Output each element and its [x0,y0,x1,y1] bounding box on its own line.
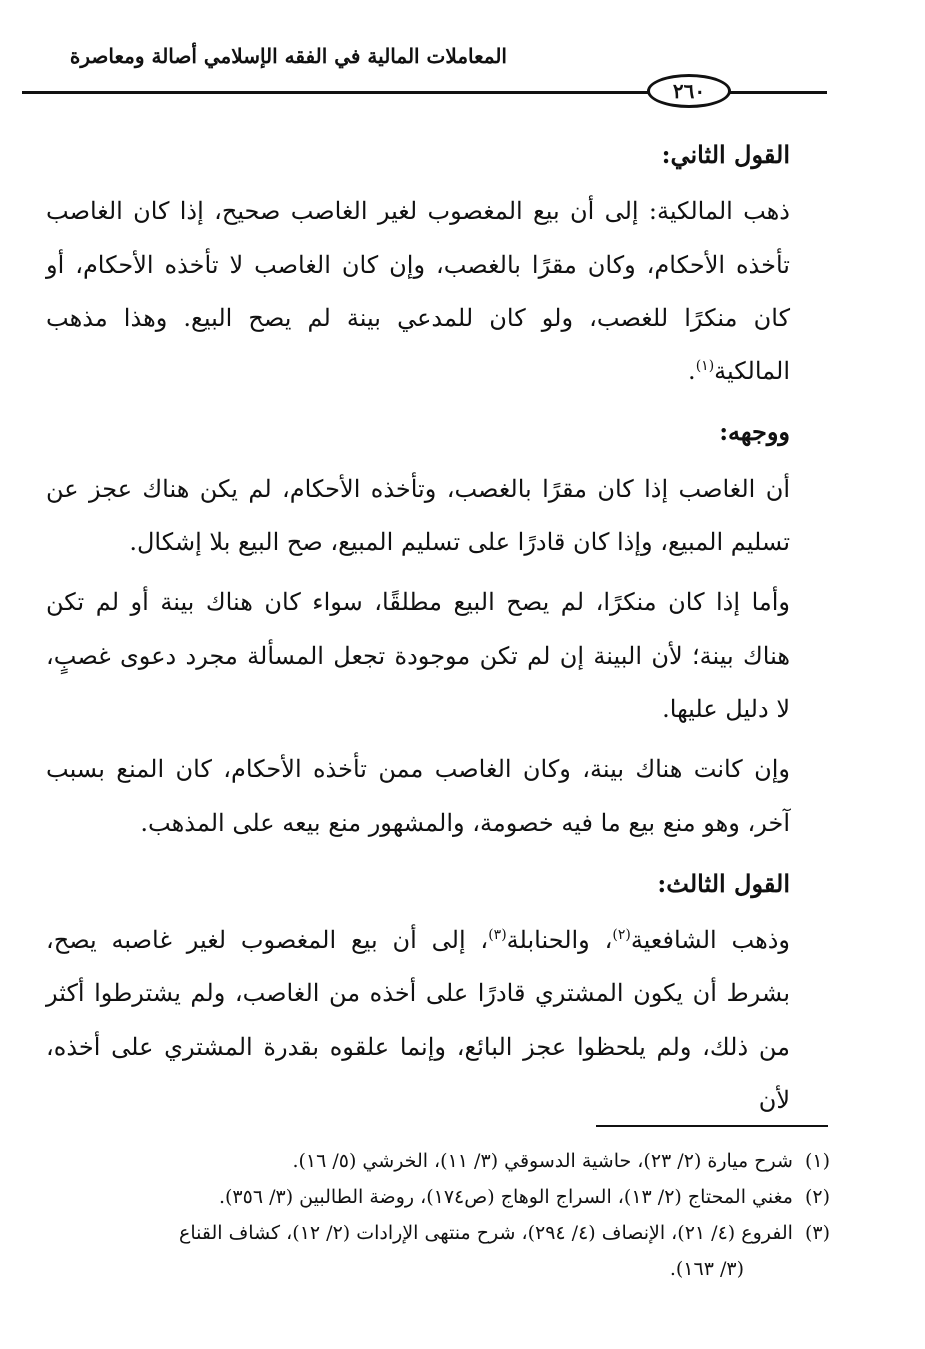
section-heading-second-opinion: القول الثاني: [661,140,790,169]
footnote-ref-1[interactable]: (١) [695,358,715,375]
footnotes [150,1143,830,1287]
paragraph-text-b: ، والحنابلة [506,926,613,955]
paragraph-maliki [46,185,790,398]
running-header-title: المعاملات المالية في الفقه الإسلامي أصالة ومعاصرة [69,44,507,68]
paragraph-text: ذهب المالكية: إلى أن بيع المغصوب لغير الغاصب صحيح، إذا كان الغاصب تأخذه الأحكام، وكان مقرًا بالغصب، وإن كان الغاصب لا تأخذه الأحكام، أو كان منكرًا للغصب، ولو كان للمدعي بينة لم يصح البيع. وهذا مذهب المالكية [46,197,791,386]
footnote-separator [596,1125,828,1127]
footnote-3 [150,1215,830,1287]
footnote-number: (٣) [804,1222,830,1244]
footnote-number: (٢) [804,1186,830,1208]
footnote-continuation: (٣/ ١٦٣). [669,1258,744,1280]
footnote-text: مغني المحتاج (٢/ ١٣)، السراج الوهاج (ص١٧٤)، روضة الطالبين (٣/ ٣٥٦). [218,1186,793,1208]
paragraph-text-a: وذهب الشافعية [630,926,790,955]
paragraph-text-c: ، إلى أن بيع المغصوب لغير غاصبه يصح، بشرط أن يكون المشتري قادرًا على أخذه من الغاصب، ولم يشترطوا أكثر من ذلك، ولم يلحظوا عجز البائع، وإنما علقوه بقدرة المشتري على أخذه، لأن [46,926,790,1115]
footnote-2 [150,1179,830,1215]
footnote-text: شرح ميارة (٢/ ٢٣)، حاشية الدسوقي (٣/ ١١)، الخرشي (٥/ ١٦). [292,1150,793,1172]
footnote-ref-2[interactable]: (٢) [612,927,631,944]
section-heading-third-opinion: القول الثالث: [657,868,790,898]
footnote-1 [150,1143,830,1179]
paragraph-denial: وأما إذا كان منكرًا، لم يصح البيع مطلقًا، سواء كان هناك بينة أو لم تكن هناك بينة؛ لأن البينة إن لم تكن موجودة تجعل المسألة مجرد دعوى غصبٍ، لا دليل عليها. [46,588,790,723]
main-text [46,128,790,1134]
section-heading-rationale: ووجهه: [719,417,790,447]
footnote-text: الفروع (٤/ ٢١)، الإنصاف (٤/ ٢٩٤)، شرح منتهى الإرادات (٢/ ١٢)، كشاف القناع [179,1222,793,1244]
footnote-number: (١) [804,1150,830,1172]
paragraph-shafii-hanbali [46,914,790,1127]
paragraph-evidence: وإن كانت هناك بينة، وكان الغاصب ممن تأخذه الأحكام، كان المنع بسبب آخر، وهو منع بيع ما فيه خصومة، والمشهور منع بيعه على المذهب. [46,755,790,837]
paragraph-end: . [688,357,696,386]
footnote-ref-3[interactable]: (٣) [488,927,507,944]
page-number: ٢٦٠ [647,74,731,108]
paragraph-rationale: أن الغاصب إذا كان مقرًا بالغصب، وتأخذه الأحكام، لم يكن هناك عجز عن تسليم المبيع، وإذا كان قادرًا على تسليم المبيع، صح البيع بلا إشكال. [46,474,790,557]
